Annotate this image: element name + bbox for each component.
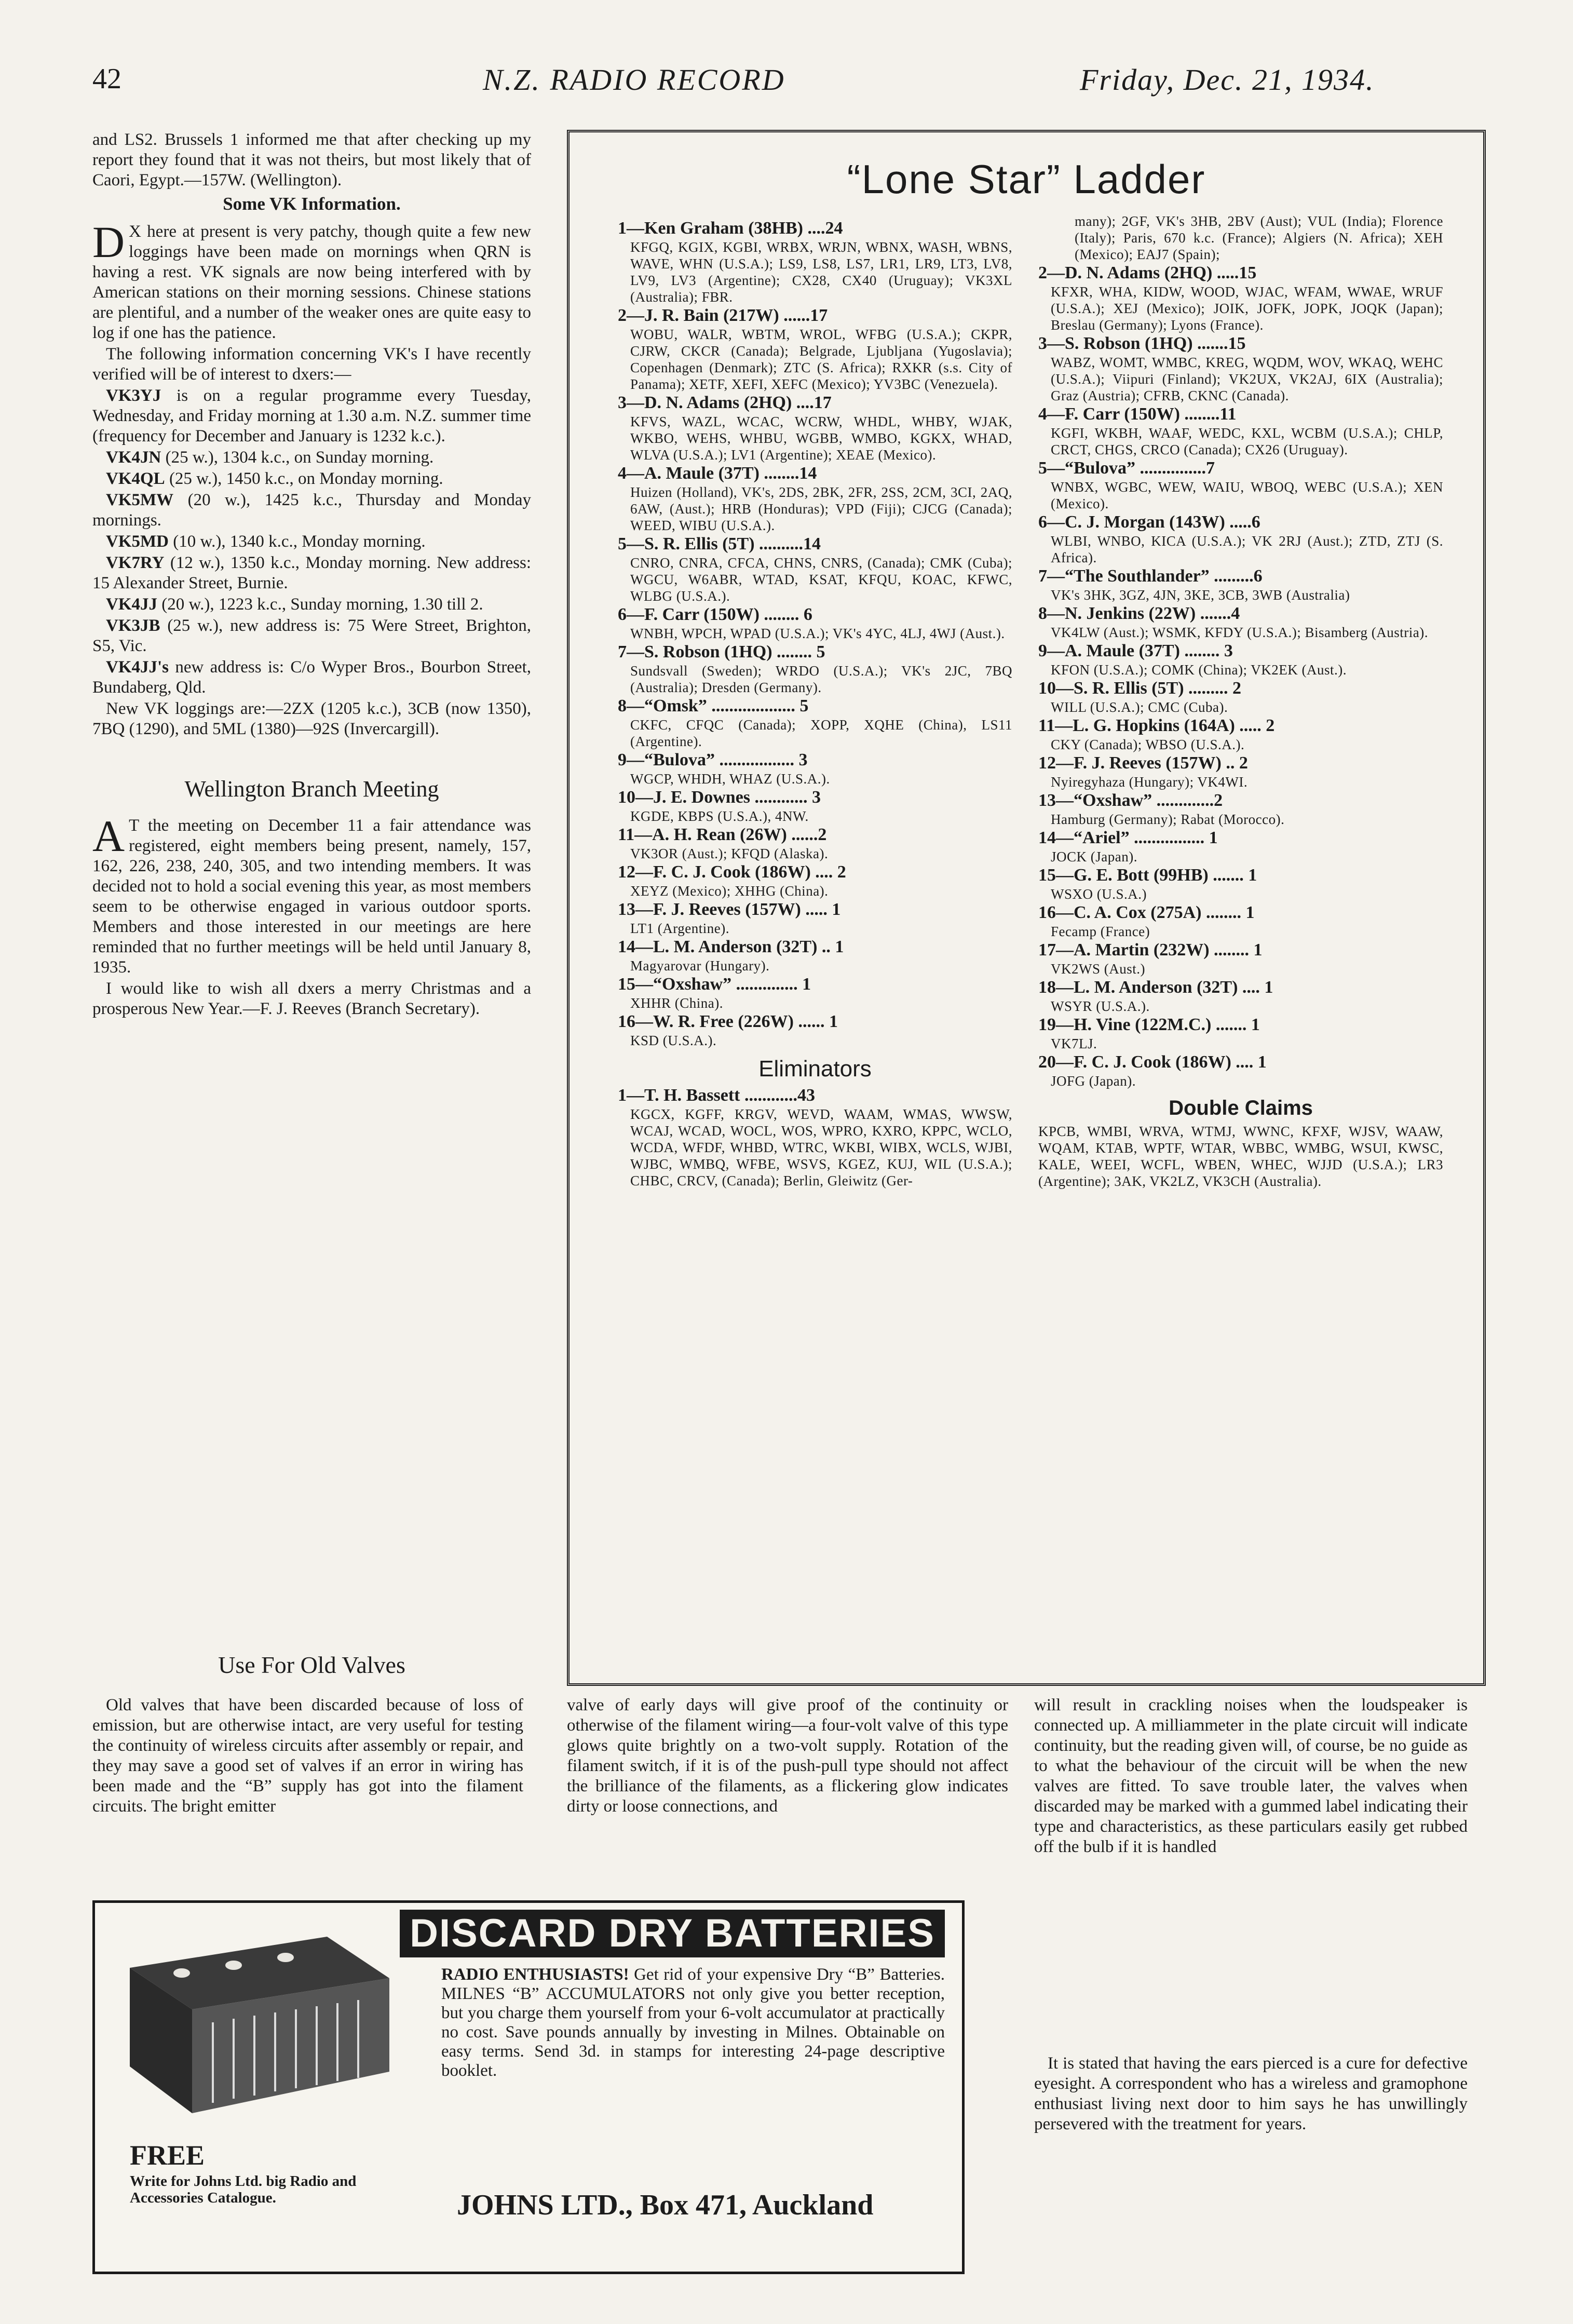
- advert-catalogue-offer: Write for Johns Ltd. big Radio and Accessories Catalogue.: [130, 2173, 357, 2206]
- vk-item: VK4JJ's new address is: C/o Wyper Bros., Bourbon Street, Bundaberg, Qld.: [92, 658, 531, 697]
- vk-item: VK5MW (20 w.), 1425 k.c., Thursday and Monday mornings.: [92, 491, 531, 530]
- ladder-entry: 13—“Oxshaw” .............2 Hamburg (Germany); Rabat (Morocco).: [1038, 791, 1285, 827]
- terminal-icon: [225, 1961, 242, 1970]
- eliminators-entry: 1—T. H. Bassett ............43 KGCX, KGFF, KRGV, WEVD, WAAM, WMAS, WWSW, WCAJ, WCAD, WOCL, WOS, WPRO, KXRO, KPPC, WCLO, WCDA, WFDF, WHBD, WTRC, WKBI, WIBX, WCLS, WJBI, WJBC, WMBQ, WFBE, WSVS, KGEZ, KUJ, WIL (U.S.A.); CHBC, CRCV, (Canada); Berlin, Gleiwitz (Ger-: [618, 1086, 1012, 1188]
- issue-date: Friday, Dec. 21, 1934.: [1080, 63, 1375, 97]
- vk-item: VK4JJ (20 w.), 1223 k.c., Sunday morning, 1.30 till 2.: [106, 595, 483, 614]
- ladder-entry: 7—S. Robson (1HQ) ........ 5 Sundsvall (Sweden); WRDO (U.S.A.); VK's 2JC, 7BQ (Australia); Dresden (Germany).: [618, 642, 1012, 695]
- ladder-entry: 6—C. J. Morgan (143W) .....6 WLBI, WNBO, KICA (U.S.A.); VK 2RJ (Aust.); ZTD, ZTJ (S. Africa).: [1038, 512, 1443, 565]
- accumulator-illustration: [109, 1916, 400, 2134]
- advert-free-label: FREE: [130, 2140, 205, 2171]
- ladder-entry: 18—L. M. Anderson (32T) .... 1 WSYR (U.S.A.).: [1038, 978, 1273, 1014]
- eliminators-heading: Eliminators: [758, 1056, 872, 1082]
- ladder-entry: 19—H. Vine (122M.C.) ....... 1 VK7LJ.: [1038, 1015, 1260, 1051]
- advert-body-text: Get rid of your expensive Dry “B” Batteries. MILNES “B” ACCUMULATORS not only give you better reception, but you charge them yourself from your 6-volt accumulator at practically no cost. Save pounds annually by investing in Milnes. Obtainable on easy terms. Send 3d. in stamps for interesting 24-page descriptive booklet.: [441, 1965, 945, 2080]
- vk-item: VK4QL (25 w.), 1450 k.c., on Monday morning.: [106, 469, 443, 488]
- ladder-entry: 20—F. C. J. Cook (186W) .... 1 JOFG (Japan).: [1038, 1052, 1267, 1089]
- ladder-entry: 16—W. R. Free (226W) ...... 1 KSD (U.S.A.).: [618, 1012, 838, 1048]
- vk-item: VK3YJ is on a regular programme every Tuesday, Wednesday, and Friday morning at 1.30 a.m. N.Z. summer time (frequency for December and January is 1232 k.c.).: [92, 386, 531, 445]
- ladder-entry: 12—F. J. Reeves (157W) .. 2 Nyiregyhaza (Hungary); VK4WI.: [1038, 753, 1248, 790]
- drop-cap: D: [92, 217, 125, 267]
- old-valves-col-2: valve of early days will give proof of the continuity or otherwise of the filament wiring—a four-volt valve of this type glows quite brightly on a two-volt supply. Rotation of the filament switch, if it is of the push-pull type should not affect the brilliance of the filaments, as a flickering glow indicates dirty or loose connections, and: [567, 1696, 1008, 1816]
- ladder-entry: 16—C. A. Cox (275A) ........ 1 Fecamp (France): [1038, 903, 1255, 939]
- ladder-entry: 11—L. G. Hopkins (164A) ..... 2 CKY (Canada); WBSO (U.S.A.).: [1038, 716, 1275, 752]
- vk-item: VK5MD (10 w.), 1340 k.c., Monday morning.: [106, 532, 426, 551]
- dx-report-intro: and LS2. Brussels 1 informed me that after checking up my report they found that it was not theirs, but most likely that of Caori, Egypt.—157W. (Wellington).: [92, 130, 531, 190]
- wellington-branch-heading: Wellington Branch Meeting: [184, 776, 439, 802]
- ladder-entry: 1—Ken Graham (38HB) ....24 KFGQ, KGIX, KGBI, WRBX, WRJN, WBNX, WASH, WBNS, WAVE, WHN (U.S.A.); LS9, LS8, LS7, LR1, LR9, LT3, LV8, LV9, LV3 (Argentine); CX28, CX40 (Uruguay); VK3XL (Australia); FBR.: [618, 219, 1012, 305]
- ladder-entry: 11—A. H. Rean (26W) ......2 VK3OR (Aust.); KFQD (Alaska).: [618, 825, 829, 861]
- vk-new-loggings: New VK loggings are:—2ZX (1205 k.c.), 3CB (now 1350), 7BQ (1290), and 5ML (1380)—92S (Invercargill).: [92, 699, 531, 738]
- old-valves-heading: Use For Old Valves: [218, 1652, 405, 1678]
- ladder-entry: 14—“Ariel” ................ 1 JOCK (Japan).: [1038, 828, 1218, 864]
- old-valves-col-1: Old valves that have been discarded because of loss of emission, but are otherwise intact, are very useful for testing the continuity of wireless circuits after assembly or repair, and they may save a good set of valves if an error in wiring has been made and the “B” supply has got into the filament circuits. The bright emitter: [92, 1696, 523, 1816]
- wellington-paragraph-2: I would like to wish all dxers a merry Christmas and a prosperous New Year.—F. J. Reeves (Branch Secretary).: [92, 979, 531, 1018]
- wellington-paragraph-1: A T the meeting on December 11 a fair attendance was registered, eight members being present, namely, 157, 162, 226, 238, 240, 305, and two intending members. It was decided not to hold a social evening this year, as most members seem to be otherwise engaged in various outdoor sports. Members and those interested in our meetings are here reminded that no further meetings will be held until January 8, 1935.: [92, 811, 531, 977]
- ladder-title: “Lone Star” Ladder: [847, 156, 1206, 202]
- vk-list: [92, 386, 531, 698]
- ears-paragraph: It is stated that having the ears pierced is a cure for defective eyesight. A correspondent who has a wireless and gramophone enthusiast living next door to him says he has unwillingly persevered with the treatment for years.: [1034, 2054, 1468, 2133]
- vk-paragraph-2: The following information concerning VK's I have recently verified will be of interest to dxers:—: [92, 345, 531, 384]
- ladder-column-1: [618, 218, 1012, 1189]
- left-column: [92, 130, 531, 1020]
- advert-body: [441, 1965, 945, 2080]
- ladder-entry: 2—D. N. Adams (2HQ) .....15 KFXR, WHA, KIDW, WOOD, WJAC, WFAM, WWAE, WRUF (U.S.A.); XEJ (Mexico); JOIK, JOFK, JOPK, JOQK (Japan); Breslau (Germany); Lyons (France).: [1038, 263, 1443, 333]
- ladder-entry: 8—“Omsk” ................... 5 CKFC, CFQC (Canada); XOPP, XQHE (China), LS11 (Argentine).: [618, 696, 1012, 749]
- ladder-entry: 10—S. R. Ellis (5T) ......... 2 WILL (U.S.A.); CMC (Cuba).: [1038, 679, 1242, 715]
- ladder-entry: 5—S. R. Ellis (5T) ..........14 CNRO, CNRA, CFCA, CHNS, CNRS, (Canada); CMK (Cuba); WGCU, W6ABR, WTAD, KSAT, KFQU, KOAC, KFWC, WLBG (U.S.A.).: [618, 534, 1012, 604]
- ladder-entry: 3—S. Robson (1HQ) .......15 WABZ, WOMT, WMBC, KREG, WQDM, WOV, WKAQ, WEHC (U.S.A.); Viipuri (Finland); VK2UX, VK2AJ, 6IX (Australia); Graz (Austria); CFRB, CKNC (Canada).: [1038, 334, 1443, 403]
- ladder-entry-continued: many); 2GF, VK's 3HB, 2BV (Aust); VUL (India); Florence (Italy); Paris, 670 k.c. (France); Algiers (N. Africa); XEH (Mexico); EAJ7 (Spain);: [1075, 213, 1443, 262]
- vk-item: VK4JN (25 w.), 1304 k.c., on Sunday morning.: [106, 448, 434, 467]
- ladder-entry: 12—F. C. J. Cook (186W) .... 2 XEYZ (Mexico); XHHG (China).: [618, 862, 846, 899]
- ladder-entry: 9—A. Maule (37T) ........ 3 KFON (U.S.A.); COMK (China); VK2EK (Aust.).: [1038, 641, 1347, 678]
- ladder-column-2: [1038, 213, 1443, 1190]
- ladder-entry: 17—A. Martin (232W) ........ 1 VK2WS (Aust.): [1038, 940, 1263, 977]
- drop-cap: A: [92, 811, 125, 861]
- publication-title: N.Z. RADIO RECORD: [483, 63, 785, 97]
- ladder-entry: 4—A. Maule (37T) ........14 Huizen (Holland), VK's, 2DS, 2BK, 2FR, 2SS, 2CM, 3CI, 2AQ, 6AW, (Aust.); HRB (Honduras); VPD (Fiji); CJCG (Canada); WEED, WIBU (U.S.A.).: [618, 464, 1012, 533]
- ladder-entry: 9—“Bulova” ................. 3 WGCP, WHDH, WHAZ (U.S.A.).: [618, 750, 830, 787]
- old-valves-col-3: will result in crackling noises when the loudspeaker is connected up. A milliammeter in the plate circuit will indicate continuity, but the reading given will, of course, be no guide as to what the behaviour of the circuit will be when the new valves are fitted. To save trouble later, the valves when discarded may be marked with a gummed label indicating their type and characteristics, as these particulars easily get rubbed off the bulb if it is handled: [1034, 1696, 1468, 1856]
- vk-info-heading: Some VK Information.: [223, 194, 401, 214]
- ladder-entry: 4—F. Carr (150W) ........11 KGFI, WKBH, WAAF, WEDC, KXL, WCBM (U.S.A.); CHLP, CRCT, CHGS, CRCO (Canada); CX26 (Uruguay).: [1038, 404, 1443, 457]
- ladder-entry: 7—“The Southlander” .........6 VK's 3HK, 3GZ, 4JN, 3KE, 3CB, 3WB (Australia): [1038, 566, 1350, 603]
- ladder-entry: 13—F. J. Reeves (157W) ..... 1 LT1 (Argentine).: [618, 900, 841, 936]
- ladder-entry: 8—N. Jenkins (22W) .......4 VK4LW (Aust.); WSMK, KFDY (U.S.A.); Bisamberg (Austria).: [1038, 604, 1428, 640]
- vk-item: VK3JB (25 w.), new address is: 75 Were Street, Brighton, S5, Vic.: [92, 616, 531, 655]
- vk-paragraph-1: D X here at present is very patchy, though quite a few new loggings have been made on mornings when QRN is having a rest. VK signals are now being interfered with by American stations on their morning sessions. Chinese stations are plentiful, and a number of the weaker ones are quite easy to log if one has the patience.: [92, 217, 531, 342]
- ladder-entry: 15—“Oxshaw” .............. 1 XHHR (China).: [618, 975, 811, 1011]
- advert-banner: DISCARD DRY BATTERIES: [400, 1910, 945, 1957]
- double-claims-heading: Double Claims: [1169, 1097, 1313, 1119]
- terminal-icon: [173, 1968, 190, 1978]
- terminal-icon: [277, 1953, 294, 1962]
- vk-item: VK7RY (12 w.), 1350 k.c., Monday morning. New address: 15 Alexander Street, Burnie.: [92, 553, 531, 592]
- ladder-entry: 6—F. Carr (150W) ........ 6 WNBH, WPCH, WPAD (U.S.A.); VK's 4YC, 4LJ, 4WJ (Aust.).: [618, 605, 1005, 641]
- ladder-entry: 5—“Bulova” ...............7 WNBX, WGBC, WEW, WAIU, WBOQ, WEBC (U.S.A.); XEN (Mexico).: [1038, 458, 1443, 511]
- page-number: 42: [92, 63, 121, 95]
- ladder-entry: 3—D. N. Adams (2HQ) ....17 KFVS, WAZL, WCAC, WCRW, WHDL, WHBY, WJAK, WKBO, WEHS, WHBU, WGBB, WMBO, KGKX, WHAD, WLVA (U.S.A.); LV1 (Argentine); XEAE (Mexico).: [618, 393, 1012, 463]
- ladder-entry: 10—J. E. Downes ............ 3 KGDE, KBPS (U.S.A.), 4NW.: [618, 788, 821, 824]
- double-claims-list: KPCB, WMBI, WRVA, WTMJ, WWNC, KFXF, WJSV, WAAW, WQAM, KTAB, WPTF, WTAR, WBBC, WMBG, WSUI, KWSC, KALE, WEEI, WCFL, WBEN, WHEC, WJJD (U.S.A.); LR3 (Argentine); 3AK, VK2LZ, VK3CH (Australia).: [1038, 1124, 1443, 1189]
- ladder-entry: 2—J. R. Bain (217W) ......17 WOBU, WALR, WBTM, WROL, WFBG (U.S.A.); CKPR, CJRW, CKCR (Canada); Belgrade, Ljubljana (Yugoslavia); Copenhagen (Denmark); ZTC (S. Africa); RXKR (s.s. City of Panama); XETF, XEFI, XEFC (Mexico); YV3BC (Venezuela).: [618, 306, 1012, 392]
- ladder-entry: 15—G. E. Bott (99HB) ....... 1 WSXO (U.S.A.): [1038, 866, 1257, 902]
- advert-address: JOHNS LTD., Box 471, Auckland: [457, 2189, 874, 2221]
- advert-lead: RADIO ENTHUSIASTS!: [441, 1965, 629, 1984]
- ladder-entry: 14—L. M. Anderson (32T) .. 1 Magyarovar (Hungary).: [618, 937, 844, 974]
